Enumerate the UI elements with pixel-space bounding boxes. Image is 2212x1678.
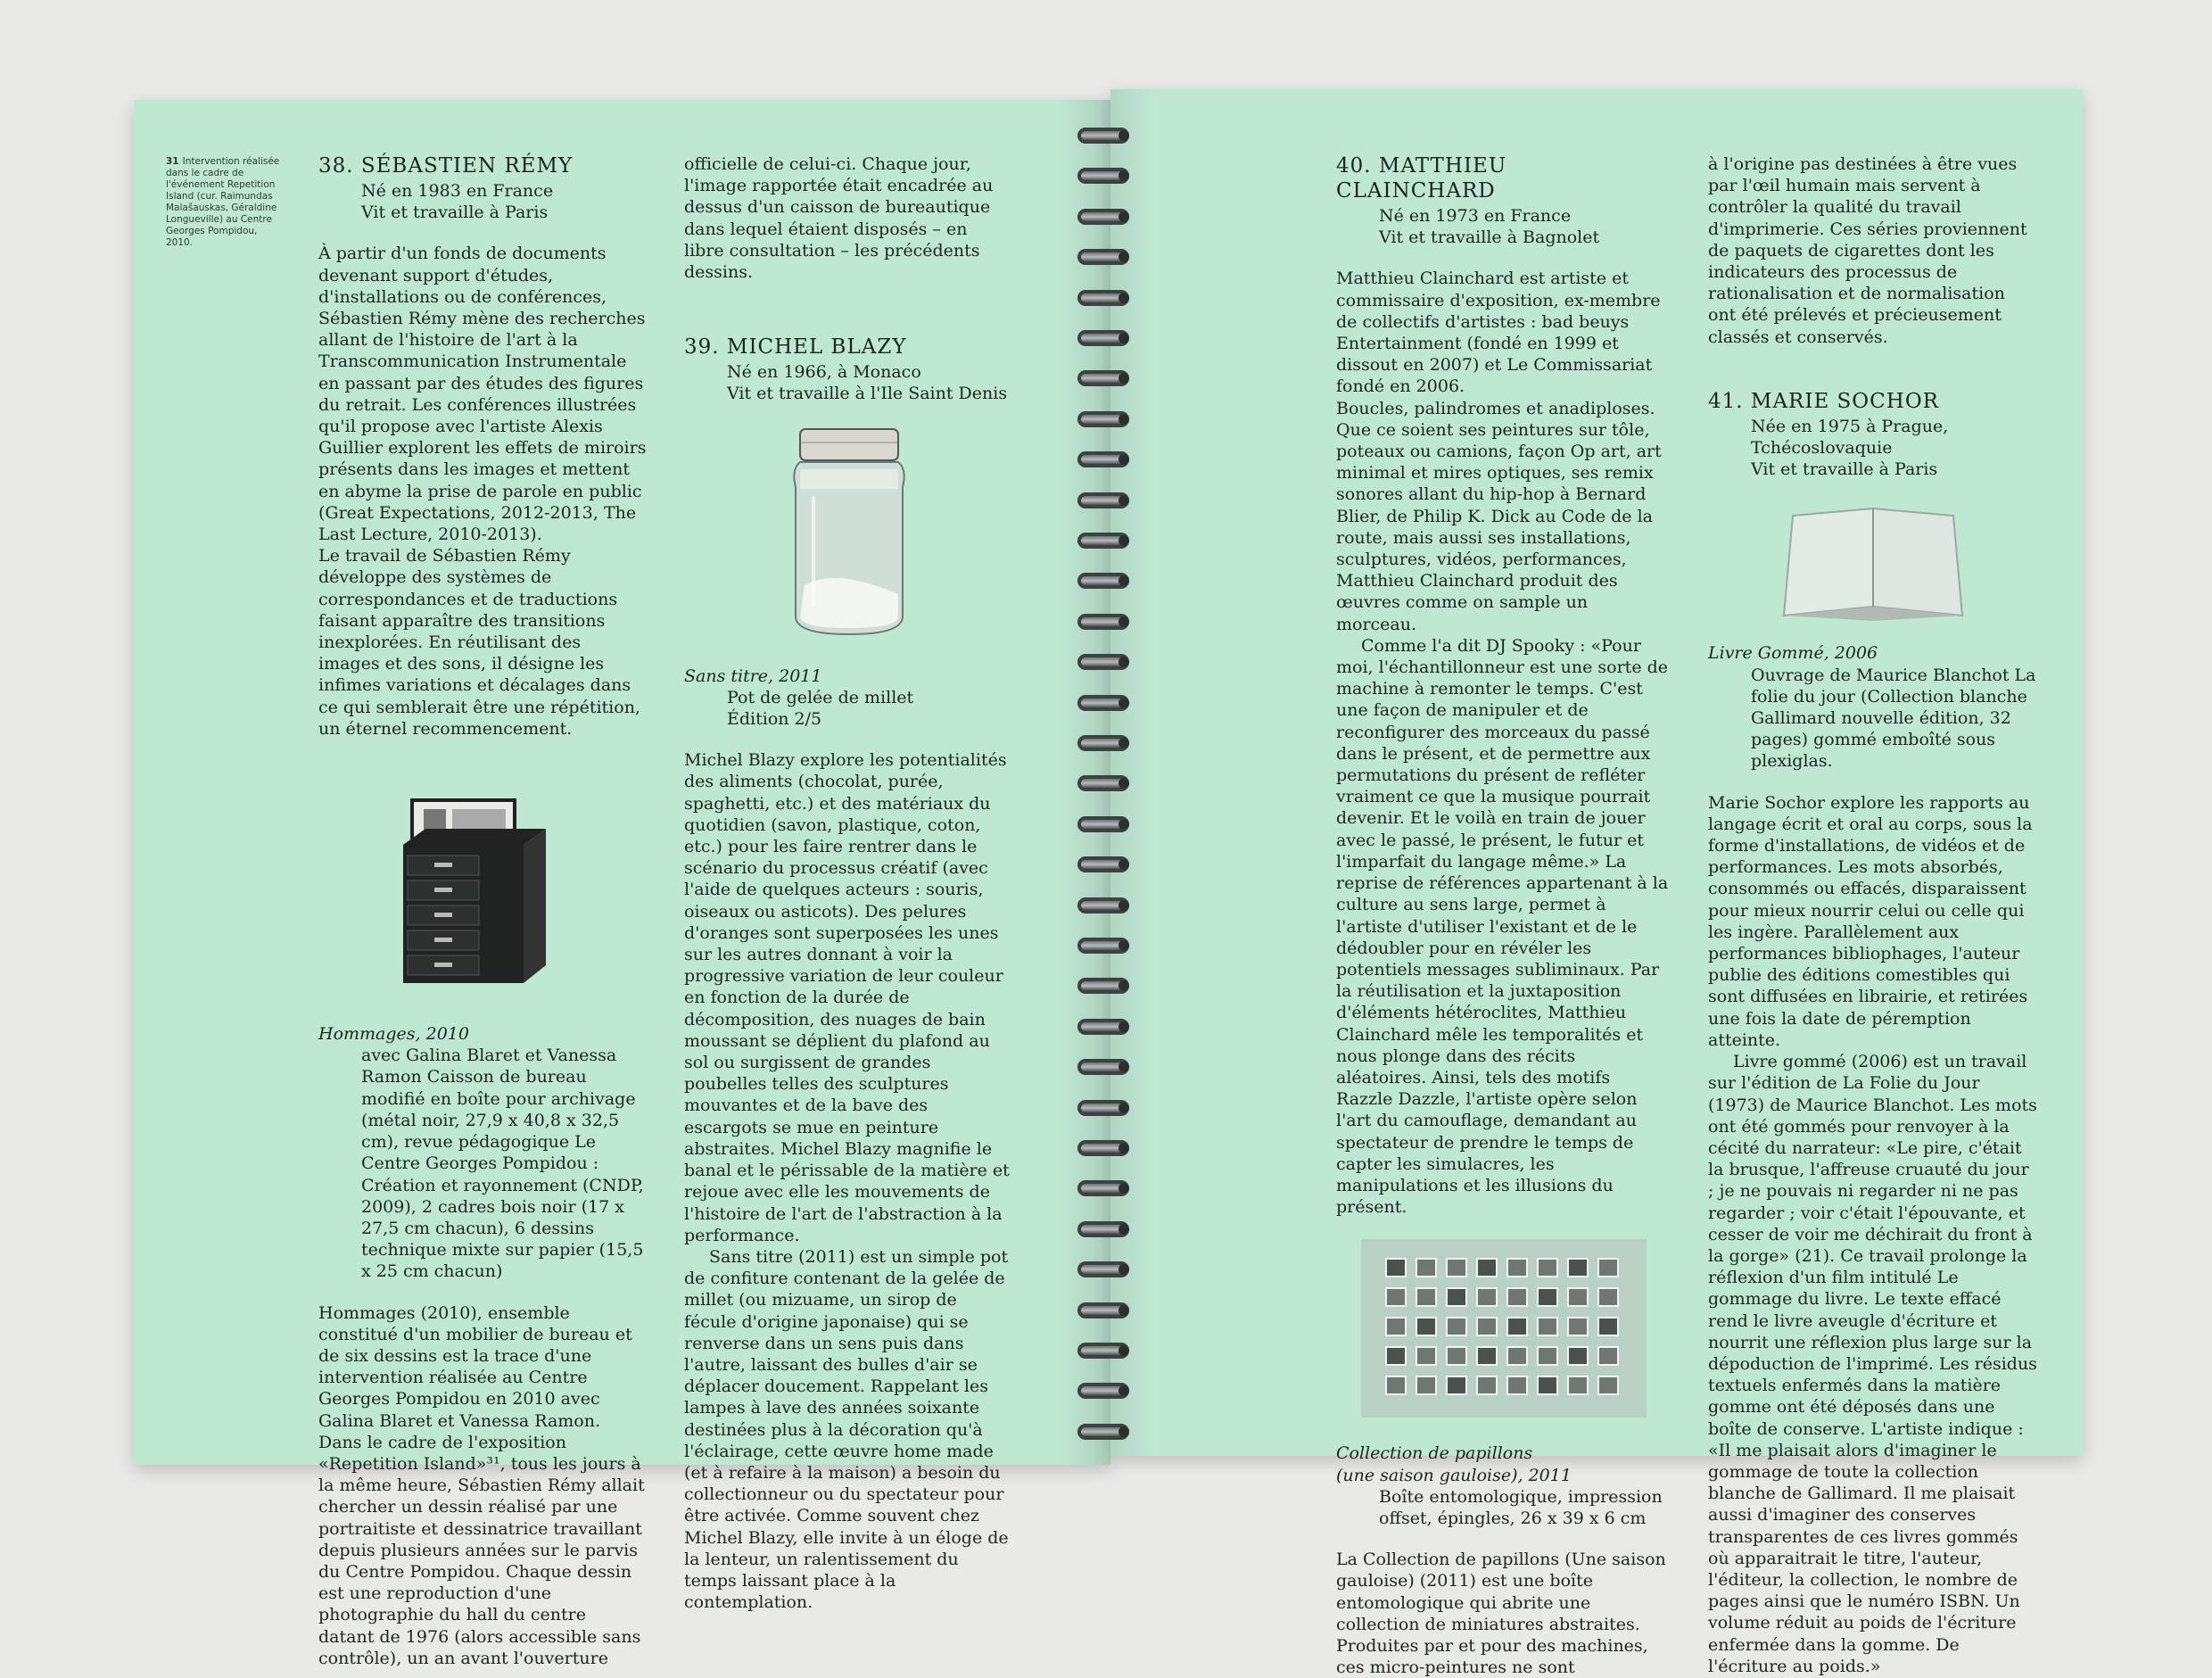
entry-40-paragraph: Matthieu Clainchard est artiste et commissaire d'exposition, ex-membre de collectifs d'artistes : bad beuys Entertainment (fondé en 1999 et dissout en 2007) et Le Commissariat fondé en 2006. [1336, 269, 1661, 397]
specimen [1386, 1347, 1406, 1365]
specimen [1477, 1376, 1497, 1394]
punch-hole [1118, 940, 1129, 951]
column-2 [684, 153, 1012, 1613]
open-book-image [1708, 500, 2038, 624]
bio-line: Vit et travaille à l'Ile Saint Denis [727, 384, 1008, 404]
punch-hole [1118, 1021, 1129, 1032]
papillons-caption: Boîte entomologique, impression offset, épingles, 26 x 39 x 6 cm [1379, 1486, 1663, 1528]
entry-40-paragraph: Boucles, palindromes et anadiploses. Que ce soient ses peintures sur tôle, poteaux ou camions, façon Op art, art minimal et mires optiques, ses remix sonores allant du hip-hop à Bernard Blier, de Philip K. Dick au Code de la route, mais aussi ses installations, sculptures, vidéos, performances, Matthieu Clainchard produit des œuvres comme on sample un morceau. [1336, 398, 1662, 634]
specimen [1477, 1347, 1497, 1365]
entry-38-bio [318, 180, 647, 223]
entry-39-paragraph: Michel Blazy explore les potentialités des aliments (chocolat, purée, spaghetti, etc.) et des matériaux du quotidien (savon, plastique, coton, etc.) pour les faire rentrer dans le scénario du processus créatif (avec l'aide de quelques acteurs : souris, oiseaux ou asticots). Des pelures d'oranges sont superposées les unes sur les autres donnant à voir la progressive variation de leur couleur en fonction de la durée de décomposition, des nuages de bain moussant se déplient du plafond au sol ou surgissent de grandes poubelles telles des sculptures mouvantes et de la bave des escargots se mue en peinture abstraites. Michel Blazy magnifie le banal et le périssable de la matière et rejoue avec elle les mouvements de l'histoire de l'art de l'abstraction à la performance. [684, 750, 1010, 1245]
punch-hole [1118, 211, 1129, 222]
specimen [1507, 1259, 1527, 1277]
papillons-title-1: Collection de papillons [1336, 1443, 1533, 1464]
jar-image [684, 425, 1012, 648]
specimen [1447, 1376, 1466, 1394]
bio-line: Vit et travaille à Paris [361, 203, 549, 223]
footnote-text: Intervention réalisée dans le cadre de l'événement Repetition Island (cur. Raimundas Malašauskas, Géraldine Longueville) au Centre Georges Pompidou, 2010. [166, 156, 280, 248]
punch-hole [1118, 130, 1129, 141]
specimen [1598, 1347, 1618, 1365]
entry-38-paragraph-continued: officielle de celui-ci. Chaque jour, l'image rapportée était encadrée au dessus d'un caisson de bureautique dans lequel étaient disposés – en libre consultation – les précédents dessins. [684, 154, 994, 283]
entry-41-paragraph: Livre gommé (2006) est un travail sur l'édition de La Folie du Jour (1973) de Maurice Blanchot. Les mots ont été gommés pour renvoyer à la cécité du narrateur: «Le pire, c'était la brusque, l'affreuse cruauté du jour ; je ne pouvais ni regarder ni ne pas regarder ; voir c'était l'épouvante, et cesser de voir me déchirait du front à la gorge» (21). Ce travail prolonge la réflexion d'un film intitulé Le gommage du livre. Le texte effacé rend le livre aveugle d'écriture et nourrit une réflexion plus large sur la dépoduction de l'imprimé. Les résidus textuels enfermés dans la matière gomme ont été déposés dans une boîte de conserve. L'artiste indique : «Il me plaisait alors d'imaginer le gommage de toute la collection blanche de Gallimard. Il me plaisait aussi d'imaginer des conserves transparentes de ces livres gommés où apparaitrait le titre, l'auteur, l'éditeur, la collection, le nombre de pages ainsi que le numéro ISBN. Un volume réduit au poids de l'écriture enfermée dans la gomme. De l'écriture au poids.» [1708, 1052, 2037, 1676]
caption-line: Pot de gelée de millet [727, 687, 914, 707]
entry-38-heading: 38. SÉBASTIEN RÉMY [318, 154, 574, 178]
papillons-title-2: (une saison gauloise), 2011 [1336, 1465, 1572, 1485]
specimen [1568, 1376, 1588, 1394]
livre-gomme-caption: Ouvrage de Maurice Blanchot La folie du jour (Collection blanche Gallimard nouvelle édition, 32 pages) gommé emboîté sous plexiglas. [1751, 665, 2036, 772]
livre-gomme-title: Livre Gommé, 2006 [1708, 643, 1878, 664]
specimen [1598, 1288, 1618, 1306]
bio-line: Née en 1975 à Prague, [1751, 416, 1949, 436]
entry-39-paragraph: Sans titre (2011) est un simple pot de confiture contenant de la gelée de millet (ou mizuame, un sirop de fécule d'origine japonaise) qui se renverse dans un sens puis dans l'autre, laissant des bulles d'air se déplacer doucement. Rappelant les lampes à lave des années soixante destinées plus à la décoration qu'à l'éclairage, cette œuvre home made (et à refaire à la maison) a besoin du collectionneur ou du spectateur pour être activée. Comme souvent chez Michel Blazy, elle invite à un éloge de la lenteur, un ralentissement du temps laissant place à la contemplation. [684, 1246, 1009, 1613]
specimen [1386, 1376, 1406, 1394]
entry-40-paragraph-continued: à l'origine pas destinées à être vues par l'œil humain mais servent à contrôler la qualité du travail d'imprimerie. Ces séries proviennent de paquets de cigarettes dont les indicateurs des processus de rationalisation et de normalisation ont été prélevés et précieusement classés et conservés. [1708, 154, 2027, 347]
punch-hole [1118, 535, 1129, 546]
column-3 [1336, 153, 1671, 1678]
entry-41-heading: 41. MARIE SOCHOR [1708, 389, 1939, 413]
specimen-grid-image [1361, 1239, 1647, 1418]
punch-hole [1118, 819, 1129, 830]
specimen [1447, 1288, 1466, 1306]
specimen [1507, 1347, 1527, 1365]
specimen [1386, 1318, 1406, 1335]
bio-line: Vit et travaille à Paris [1751, 459, 1938, 480]
specimen [1538, 1288, 1557, 1306]
punch-hole [1118, 1305, 1129, 1316]
specimen [1416, 1318, 1436, 1335]
specimen [1386, 1288, 1406, 1306]
bio-line: Vit et travaille à Bagnolet [1379, 227, 1600, 248]
bio-line: Né en 1966, à Monaco [727, 362, 921, 383]
specimen [1507, 1318, 1527, 1335]
punch-hole [1118, 414, 1129, 425]
hommages-title: Hommages, 2010 [318, 1024, 469, 1045]
specimen [1507, 1376, 1527, 1394]
punch-hole [1118, 293, 1129, 303]
column-4 [1708, 153, 2038, 1677]
hommages-caption: avec Galina Blaret et Vanessa Ramon Caisson de bureau modifié en boîte pour archivage (métal noir, 27,9 x 40,8 x 32,5 cm), revue pédagogique Le Centre Georges Pompidou : Création et rayonnement (CNDP, 2009), 2 cadres bois noir (17 x 27,5 cm chacun), 6 dessins technique mixte sur papier (15,5 x 25 cm chacun) [361, 1046, 644, 1282]
entry-41-bio [1708, 416, 2038, 481]
bio-line: Tchécoslovaquie [1751, 438, 1893, 459]
punch-hole [1118, 900, 1129, 911]
specimen [1598, 1318, 1618, 1335]
jar-photo [684, 425, 1012, 648]
entry-39-bio [684, 361, 1012, 404]
punch-hole [1118, 1143, 1129, 1153]
caption-line: Édition 2/5 [727, 709, 822, 730]
punch-hole [1118, 333, 1129, 343]
punch-hole [1118, 1426, 1129, 1437]
entry-40-bio [1336, 205, 1671, 248]
specimen [1568, 1347, 1588, 1365]
specimen [1538, 1318, 1557, 1335]
punch-hole [1118, 495, 1129, 506]
specimen [1538, 1376, 1557, 1394]
specimen [1447, 1259, 1466, 1277]
entry-41-paragraph: Marie Sochor explore les rapports au langage écrit et oral au corps, sous la forme d'installations, de vidéos et de performances. Les mots absorbés, consommés ou effacés, disparaissent pour mieux nourrir celui ou celle qui les ingère. Parallèlement aux performances bibliophages, l'auteur publie des éditions comestibles qui sont diffusées en librairie, et retirées une fois la date de péremption atteinte. [1708, 792, 2033, 1050]
footnote-sidenote [166, 156, 286, 249]
footnote-number: 31 [166, 156, 179, 167]
specimen [1507, 1288, 1527, 1306]
hommages-photo [318, 773, 647, 996]
column-1 [318, 153, 647, 1669]
specimen [1416, 1347, 1436, 1365]
sans-titre-caption [684, 687, 1012, 730]
specimen [1598, 1259, 1618, 1277]
specimen [1477, 1288, 1497, 1306]
specimen [1416, 1259, 1436, 1277]
entry-40-paragraph: Comme l'a dit DJ Spooky : «Pour moi, l'échantillonneur est une sorte de machine à remonter le temps. C'est une façon de manipuler et de reconfigurer des morceaux du passé dans le présent, et de permettre aux permutations du présent de refléter vraiment ce que la musique pourrait devenir. Et le voilà en train de jouer avec le passé, le présent, le futur et l'imparfait du langage même.» La reprise de références appartenant à la culture au sens large, permet à l'artiste d'utiliser l'existant et de le dédoubler pour en révéler les potentiels messages subliminaux. Par la réutilisation et la juxtaposition d'éléments hétéroclites, Matthieu Clainchard mêle les temporalités et nous plonge dans des récits aléatoires. Ainsi, tels des motifs Razzle Dazzle, l'artiste opère selon l'art du camouflage, demandant au spectateur de prendre le temps de capter les simulacres, les manipulations et les illusions du présent. [1336, 635, 1669, 1218]
bio-line: Né en 1973 en France [1379, 206, 1572, 226]
punch-hole [1118, 1224, 1129, 1235]
punch-hole [1118, 1103, 1129, 1113]
specimen [1538, 1259, 1557, 1277]
specimen [1477, 1259, 1497, 1277]
papillons-photo [1361, 1239, 1647, 1418]
livre-gomme-photo [1708, 500, 2038, 624]
specimen [1416, 1288, 1436, 1306]
specimen [1416, 1376, 1436, 1394]
entry-40-heading: 40. MATTHIEU CLAINCHARD [1336, 154, 1507, 203]
specimen [1447, 1347, 1466, 1365]
punch-hole [1118, 698, 1129, 708]
punch-hole [1118, 616, 1129, 627]
filing-cabinet-image [318, 773, 647, 996]
specimen [1477, 1318, 1497, 1335]
entry-40-paragraph: La Collection de papillons (Une saison gauloise) (2011) est une boîte entomologique qui abrite une collection de miniatures abstraites. Produites par et pour des machines, ces micro-peintures ne sont [1336, 1550, 1666, 1678]
specimen [1568, 1288, 1588, 1306]
entry-39-heading: 39. MICHEL BLAZY [684, 335, 907, 360]
entry-38-paragraph: Hommages (2010), ensemble constitué d'un mobilier de bureau et de six dessins est la trace d'une intervention réalisée au Centre Georges Pompidou en 2010 avec Galina Blaret et Vanessa Ramon. Dans le cadre de l'exposition «Repetition Island»³¹, tous les jours à la même heure, Sébastien Rémy allait chercher un dessin réalisé par une portraitiste et dessinatrice travaillant depuis plusieurs années sur le parvis du Centre Pompidou. Chaque dessin est une reproduction d'une photographie du hall du centre datant de 1976 (alors accessible sans contrôle), un an avant l'ouverture [318, 1302, 645, 1668]
sans-titre-title: Sans titre, 2011 [684, 665, 822, 686]
specimen [1568, 1318, 1588, 1335]
specimen [1447, 1318, 1466, 1335]
bio-line: Né en 1983 en France [361, 181, 554, 201]
entry-38-paragraph: Le travail de Sébastien Rémy développe des systèmes de correspondances et de traductions faisant apparaître des transitions inexplorées. En réutilisant des images et des sons, il désigne les infimes variations et décalages dans ce qui semblerait être une répétition, un éternel recommencement. [318, 546, 640, 739]
punch-hole [1118, 738, 1129, 748]
specimen [1598, 1376, 1618, 1394]
specimen [1538, 1347, 1557, 1365]
entry-38-paragraph: À partir d'un fonds de documents devenant support d'études, d'installations ou de conférences, Sébastien Rémy mène des recherches allant de l'histoire de l'art à la Transcommunication Instrumentale en passant par des études des figures du retrait. Les conférences illustrées qu'il propose avec l'artiste Alexis Guillier explorent les effets de miroirs présents dans les images et mettent en abyme la prise de parole en public (Great Expectations, 2012-2013, The Last Lecture, 2010-2013). [318, 244, 647, 545]
specimen [1568, 1259, 1588, 1277]
specimen [1386, 1259, 1406, 1277]
punch-hole [1118, 1345, 1129, 1356]
